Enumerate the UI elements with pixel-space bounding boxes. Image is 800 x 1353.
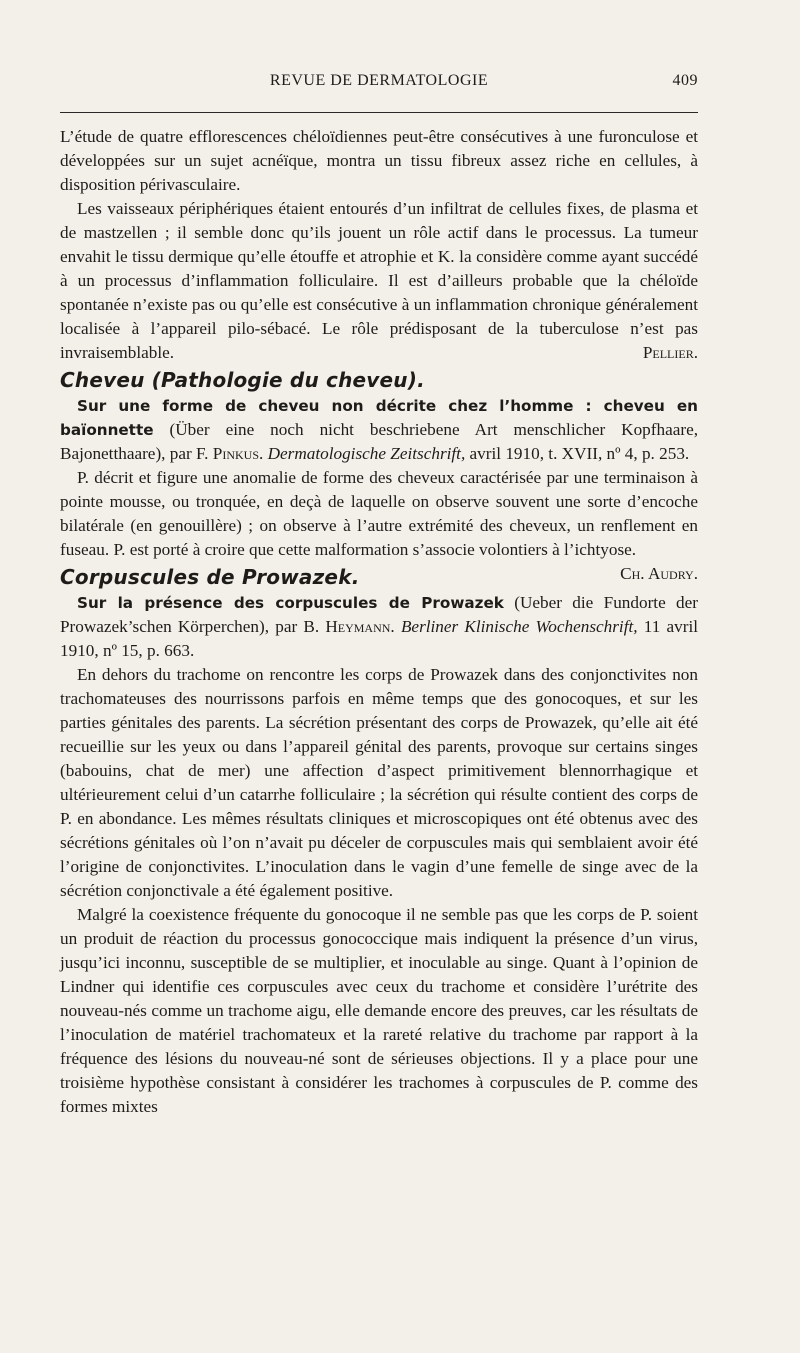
article-title-cheveu: Sur une forme de cheveu non décrite chez l’homme : cheveu en baïonnette bbox=[60, 397, 698, 439]
article-reference-prowazek bbox=[60, 591, 698, 663]
article-ref-part-1: (Ueber die Fundorte der Prowazek’schen Körperchen), par B. bbox=[60, 593, 698, 636]
body-paragraph-prowazek-1: En dehors du trachome on rencontre les corps de Prowazek dans des conjonctivites non trachomateuses des nourrissons parfois en même temps que des gonocoques, et sur les parties génitales des parents. La sécrétion présentant des corps de Prowazek, qu’elle ait été recueillie sur les yeux ou dans l’appareil génital des parents, provoque sur certains singes (babouins, chat de mer) une affection d’aspect primitivement blennorrhagique et ultérieurement celui d’un catarrhe folliculaire ; la sécrétion qui résulte contient des corps de P. en abondance. Les mêmes résultats cliniques et microscopiques ont été obtenus avec des sécrétions génitales où l’on n’avait pu déceler de corpuscules mais qui semblaient avoir été l’origine de conjonctivites. L’inoculation dans le vagin d’une femelle de singe avec de la sécrétion conjonctivale a été également positive. bbox=[60, 665, 698, 900]
article-title-prowazek: Sur la présence des corpuscules de Prowazek bbox=[77, 594, 504, 612]
intro-paragraph-2 bbox=[60, 197, 698, 365]
body-paragraph-prowazek-2: Malgré la coexistence fréquente du gonocoque il ne semble pas que les corps de P. soient un produit de réaction du processus gonococcique mais indiquent la présence d’un virus, jusqu’ici inconnu, susceptible de se multiplier, et inoculable au singe. Quant à l’opinion de Lindner qui identifie ces corpuscules avec ceux du trachome et considère l’urétrite des nouveau-nés comme un trachome aigu, elle demande encore des preuves, car les résultats de l’inoculation de matériel trachomateux et la rareté relative du trachome par rapport à la fréquence des lésions du nouveau-né sont de sérieuses objections. Il y a place pour une troisième hypothèse consistant à considérer les trachomes à corpuscules de P. comme des formes mixtes bbox=[60, 905, 698, 1116]
journal-title: REVUE DE DERMATOLOGIE bbox=[269, 72, 489, 89]
running-header bbox=[60, 70, 698, 92]
intro-paragraph-2-text: Les vaisseaux périphériques étaient entourés d’un infiltrat de cellules fixes, de plasma et de mastzellen ; il semble donc qu’ils jouent un rôle actif dans le processus. La tumeur envahit le tissu dermique qu’elle étouffe et atrophie et K. la considère comme ayant succédé à un processus d’inflammation folliculaire. Il est d’ailleurs probable que la chéloïde spontanée n’existe pas ou qu’elle est consécutive à un inflammation chronique généralement localisée à l’appareil pilo-sébacé. Le rôle prédisposant de la tuberculose n’est pas invraisemblable. bbox=[60, 199, 698, 362]
intro-paragraph-1: L’étude de quatre efflorescences chéloïdiennes peut-être consécutives à une furonculose et développées sur un sujet acnéïque, montra un tissu fibreux assez riche en cellules, à disposition périvasculaire. bbox=[60, 127, 698, 194]
document-page bbox=[60, 70, 698, 1119]
journal-berliner: Berliner Klinische Wochenschrift, bbox=[400, 617, 638, 636]
body-text-cheveu: P. décrit et figure une anomalie de forme des cheveux caractérisée par une terminaison à pointe mousse, ou tronquée, en deçà de laquelle on observe souvent une sorte d’encoche bilatérale (en genouillère) ; on observe à l’autre extrémité des cheveux, un renflement en fuseau. P. est porté à croire que cette malformation s’associe volontiers à l’ichtyose. bbox=[60, 468, 698, 559]
journal-dermatologische: Dermatologische Zeitschrift, bbox=[267, 444, 466, 463]
signature-audry: Ch. Audry. bbox=[620, 564, 698, 583]
author-pinkus: Pinkus bbox=[212, 444, 260, 463]
section-heading-prowazek: Corpuscules de Prowazek. bbox=[60, 565, 360, 589]
header-rule bbox=[60, 112, 698, 113]
author-heymann: Heymann bbox=[325, 617, 391, 636]
article-reference-cheveu bbox=[60, 394, 698, 466]
article-ref-part-3: avril 1910, t. XVII, nº 4, p. 253. bbox=[465, 444, 690, 463]
signature-pellier: Pellier. bbox=[642, 343, 698, 362]
article-ref-part-1: (Über eine noch nicht beschriebene Art menschlicher Kopfhaare, Bajonetthaare), par F. bbox=[60, 420, 698, 463]
page-number: 409 bbox=[672, 72, 698, 89]
article-ref-part-3: 11 avril 1910, nº 15, p. 663. bbox=[60, 617, 699, 660]
article-ref-part-2: . bbox=[259, 444, 268, 463]
article-ref-part-2: . bbox=[390, 617, 401, 636]
section-heading-cheveu: Cheveu (Pathologie du cheveu). bbox=[60, 368, 425, 392]
